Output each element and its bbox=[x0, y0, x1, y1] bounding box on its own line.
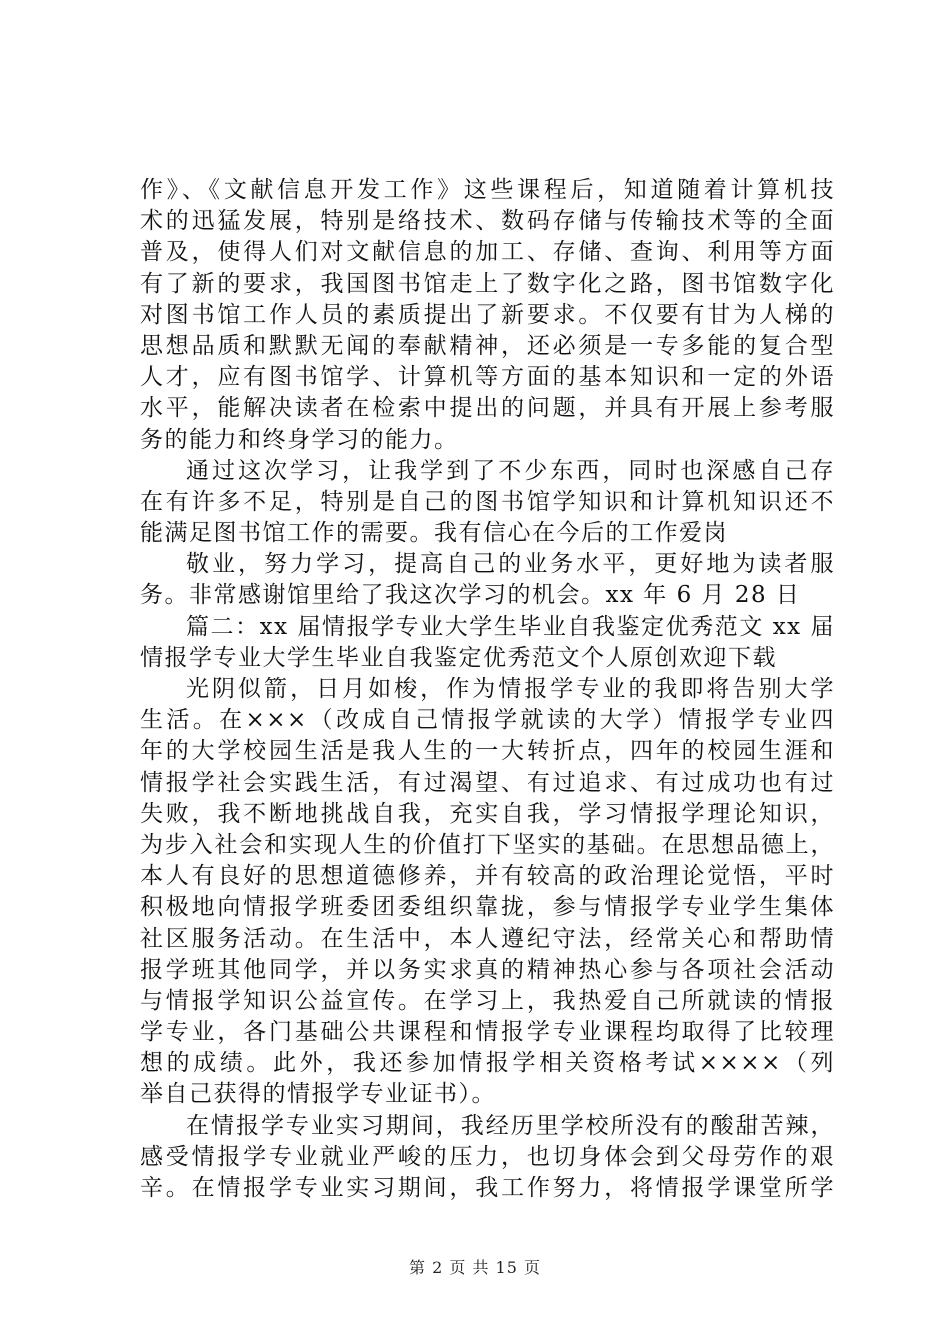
page-footer: 第 2 页 共 15 页 bbox=[409, 1258, 541, 1277]
text-line: 年的大学校园生活是我人生的一大转折点，四年的校园生涯和 bbox=[140, 738, 835, 765]
text-line: 积极地向情报学班委团委组织靠拢，参与情报学专业学生集体 bbox=[140, 894, 835, 921]
text-line: 在情报学专业实习期间，我经历里学校所没有的酸甜苦辣， bbox=[186, 1112, 835, 1139]
text-line: 报学班其他同学，并以务实求真的精神热心参与各项社会活动 bbox=[140, 956, 835, 983]
text-line: 人才，应有图书馆学、计算机等方面的基本知识和一定的外语 bbox=[140, 364, 835, 391]
text-line: 作》、《文献信息开发工作》这些课程后，知道随着计算机技 bbox=[140, 177, 835, 203]
text-line: 举自己获得的情报学专业证书）。 bbox=[140, 1081, 496, 1108]
text-line: 对图书馆工作人员的素质提出了新要求。不仅要有甘为人梯的 bbox=[140, 301, 835, 328]
text-line: 能满足图书馆工作的需要。我有信心在今后的工作爱岗 bbox=[140, 520, 728, 547]
text-line: 失败，我不断地挑战自我，充实自我，学习情报学理论知识， bbox=[140, 800, 835, 827]
text-line: 篇二：xx 届情报学专业大学生毕业自我鉴定优秀范文 xx 届 bbox=[186, 613, 835, 640]
text-line: 感受情报学专业就业严峻的压力，也切身体会到父母劳作的艰 bbox=[140, 1143, 835, 1170]
text-line: 务的能力和终身学习的能力。 bbox=[140, 426, 459, 453]
text-line: 光阴似箭，日月如梭，作为情报学专业的我即将告别大学 bbox=[186, 676, 835, 702]
text-line: 普及，使得人们对文献信息的加工、存储、查询、利用等方面 bbox=[140, 239, 835, 266]
text-line: 情报学专业大学生毕业自我鉴定优秀范文个人原创欢迎下载 bbox=[140, 644, 777, 671]
text-line: 有了新的要求，我国图书馆走上了数字化之路，图书馆数字化 bbox=[140, 270, 835, 297]
text-line: 情报学社会实践生活，有过渴望、有过追求、有过成功也有过 bbox=[140, 769, 835, 796]
text-line: 敬业，努力学习，提高自己的业务水平，更好地为读者服 bbox=[186, 551, 835, 578]
text-line: 术的迅猛发展，特别是络技术、数码存储与传输技术等的全面 bbox=[140, 208, 835, 235]
text-line: 思想品质和默默无闻的奉献精神，还必须是一专多能的复合型 bbox=[140, 332, 835, 359]
text-line: 本人有良好的思想道德修养，并有较高的政治理论觉悟，平时 bbox=[140, 863, 835, 890]
text-line: 务。非常感谢馆里给了我这次学习的机会。xx 年 6 月 28 日 bbox=[140, 582, 801, 609]
text-line: 学专业，各门基础公共课程和情报学专业课程均取得了比较理 bbox=[140, 1019, 835, 1046]
text-line: 社区服务活动。在生活中，本人遵纪守法，经常关心和帮助情 bbox=[140, 925, 835, 952]
text-line: 在有许多不足，特别是自己的图书馆学知识和计算机知识还不 bbox=[140, 488, 835, 515]
text-line: 为步入社会和实现人生的价值打下坚实的基础。在思想品德上， bbox=[140, 831, 835, 858]
text-line: 辛。在情报学专业实习期间，我工作努力，将情报学课堂所学 bbox=[140, 1175, 835, 1201]
document-body bbox=[140, 175, 835, 1204]
text-line: 水平，能解决读者在检索中提出的问题，并具有开展上参考服 bbox=[140, 395, 835, 422]
text-line: 想的成绩。此外，我还参加情报学相关资格考试××××（列 bbox=[140, 1050, 835, 1077]
text-line: 生活。在×××（改成自己情报学就读的大学）情报学专业四 bbox=[140, 707, 835, 734]
text-line: 通过这次学习，让我学到了不少东西，同时也深感自己存 bbox=[186, 457, 835, 484]
text-line: 与情报学知识公益宣传。在学习上，我热爱自己所就读的情报 bbox=[140, 987, 835, 1014]
